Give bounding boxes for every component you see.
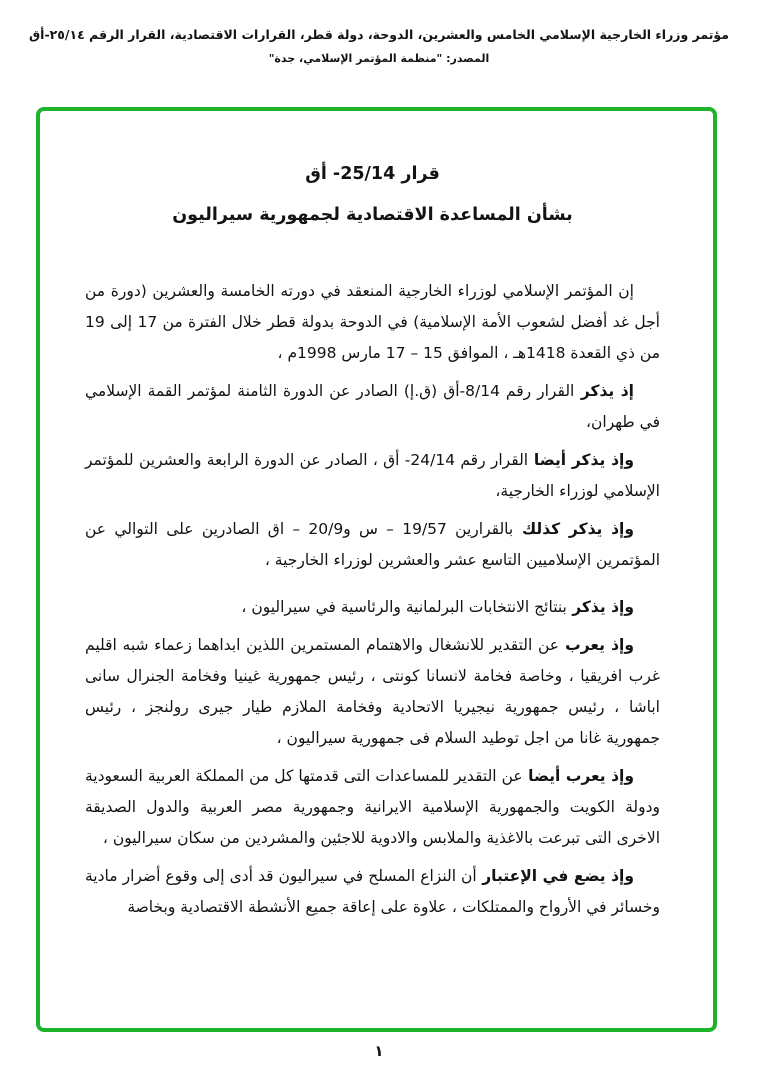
paragraph-elections (85, 592, 660, 623)
paragraph-recalling-further (85, 514, 660, 576)
paragraph-considering (85, 861, 660, 923)
paragraph-text: أن النزاع المسلح في سيراليون قد أدى إلى وقوع أضرار مادية وخسائر في الأرواح والممتلكات ، علاوة على إعاقة جميع الأنشطة الاقتصادية وبخاصة (85, 867, 660, 916)
paragraph-text: القرار رقم 8/14-أق (ق.إ) الصادر عن الدورة الثامنة لمؤتمر القمة الإسلامي في طهران، (85, 382, 660, 431)
paragraph-recalling (85, 376, 660, 438)
page-number: ١ (374, 1042, 384, 1060)
paragraph-lead: وإذ يعرب (559, 636, 634, 654)
document-header (0, 26, 758, 67)
paragraph-preamble (85, 276, 660, 369)
paragraph-lead: وإذ يضع في الإعتبار (476, 867, 634, 885)
header-publisher-line: المصدر: "منظمة المؤتمر الإسلامي، جدة" (268, 52, 490, 65)
paragraph-lead: وإذ يذكر كذلك (513, 520, 635, 538)
paragraph-recalling-also (85, 445, 660, 507)
paragraph-appreciation-aid (85, 761, 660, 854)
resolution-body (40, 111, 713, 1028)
paragraph-text: بالقرارين 19/57 – س و20/9 – اق الصادرين على التوالي عن المؤتمرين الإسلاميين التاسع عشر والعشرين لوزراء الخارجية ، (85, 520, 660, 569)
green-frame (36, 107, 717, 1032)
paragraph-text: بنتائج الانتخابات البرلمانية والرئاسية في سيراليون ، (241, 598, 567, 616)
resolution-subject: بشأن المساعدة الاقتصادية لجمهورية سيراليون (172, 205, 573, 225)
paragraph-text: إن المؤتمر الإسلامي لوزراء الخارجية المنعقد في دورته الخامسة والعشرين (دورة من أجل غد أفضل لشعوب الأمة الإسلامية) في الدوحة بدولة قطر خلال الفترة من 17 إلى 19 من ذي القعدة 1418هـ ، الموافق 15 – 17 مارس 1998م ، (85, 282, 660, 362)
resolution-title (85, 161, 660, 228)
header-source-line: مؤتمر وزراء الخارجية الإسلامي الخامس والعشرين، الدوحة، دولة قطر، القرارات الاقتصادية، القرار الرقم ٢٥/١٤-أق (28, 27, 730, 42)
paragraph-text: القرار رقم 24/14- أق ، الصادر عن الدورة الرابعة والعشرين للمؤتمر الإسلامي لوزراء الخارجية، (85, 451, 660, 500)
paragraph-lead: وإذ يذكر أيضا (528, 451, 634, 469)
paragraph-lead: وإذ يذكر (566, 598, 634, 616)
paragraph-text: عن التقدير للانشغال والاهتمام المستمرين اللذين ابداهما زعماء شبه اقليم غرب افريقيا ، وخاصة فخامة لانسانا كونتى ، رئيس جمهورية غينيا وفخامة الجنرال سانى اباشا ، رئيس جمهورية نيجيريا الاتحادية وفخامة الملازم طيار جيرى رولنجز ، رئيس جمهورية غانا من اجل توطيد السلام فى جمهورية سيراليون ، (85, 636, 660, 747)
paragraph-lead: وإذ يعرب أيضا (522, 767, 634, 785)
paragraph-lead: إذ يذكر (574, 382, 634, 400)
paragraph-appreciation-leaders (85, 630, 660, 754)
resolution-number: قرار 25/14- أق (305, 164, 440, 184)
paragraph-text: عن التقدير للمساعدات التى قدمتها كل من المملكة العربية السعودية ودولة الكويت والجمهورية الإسلامية الايرانية وجمهورية مصر العربية والدول الصديقة الاخرى التى تبرعت بالاغذية والملابس والادوية للاجئين والمشردين من سكان سيراليون ، (85, 767, 660, 847)
